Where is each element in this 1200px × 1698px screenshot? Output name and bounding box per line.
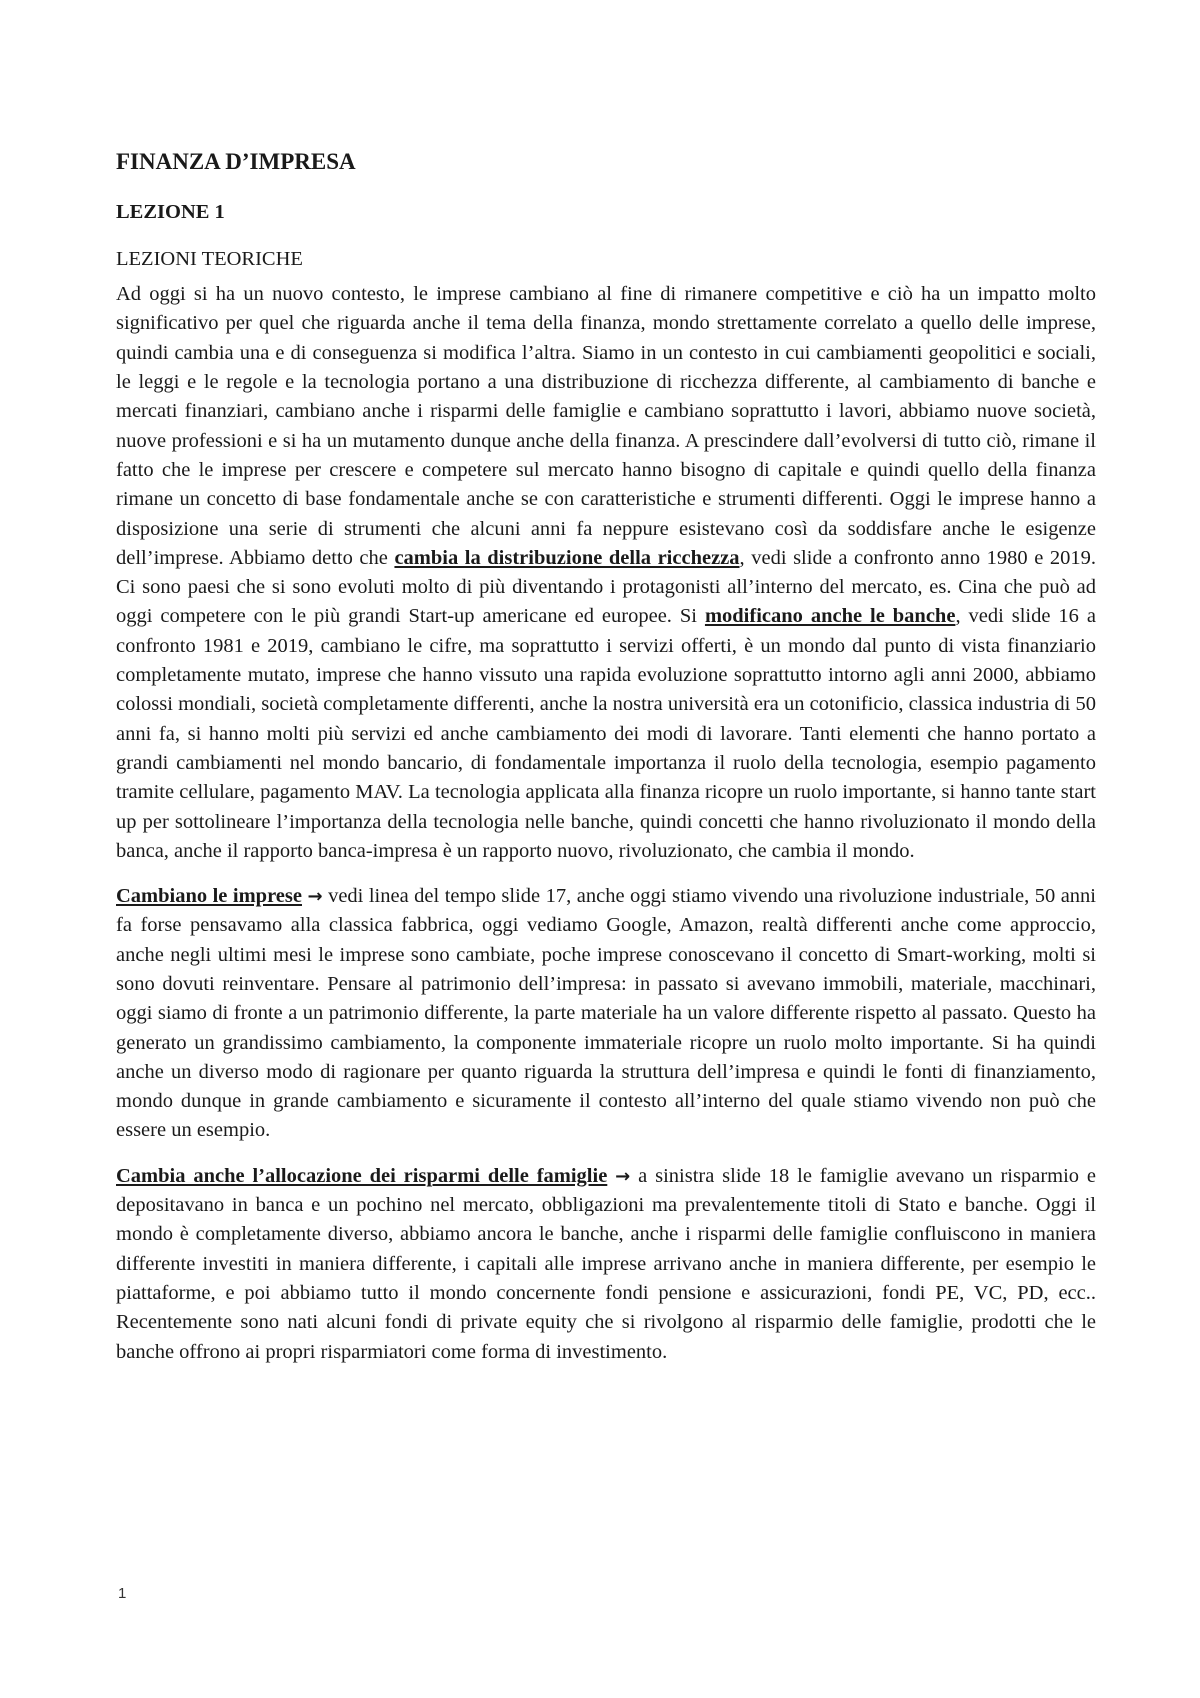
right-arrow-icon: → (615, 1165, 631, 1187)
right-arrow-icon: → (307, 886, 323, 908)
paragraph-text: a sinistra slide 18 le famiglie avevano un risparmio e depositavano in banca e un pochino nel mercato, obbligazioni ma prevalentemente titoli di Stato e banche. Oggi il mondo è completamente diverso, abbiamo ancora le banche, anche i risparmi delle famiglie confluiscono in maniera differente investiti in maniera differente, i capitali alle imprese arrivano anche in maniera differente, per esempio le piattaforme, e poi abbiamo tutto il mondo concernente fondi pensione e assicurazioni, fondi PE, VC, PD, ecc.. Recentemente sono nati alcuni fondi di private equity che si rivolgono al risparmio delle famiglie, prodotti che le banche offrono ai propri risparmiatori come forma di investimento. (116, 1164, 1097, 1363)
paragraph-text: Ad oggi si ha un nuovo contesto, le imprese cambiano al fine di rimanere competitive e ciò ha un impatto molto significativo per quel che riguarda anche il tema della finanza, mondo strettamente correlato a quello delle imprese, quindi cambia una e di conseguenza si modifica l’altra. Siamo in un contesto in cui cambiamenti geopolitici e sociali, le leggi e le regole e la tecnologia portano a una distribuzione di ricchezza differente, al cambiamento di banche e mercati finanziari, cambiano anche i risparmi delle famiglie e cambiano soprattutto i lavori, abbiamo nuove società, nuove professioni e si ha un mutamento dunque anche della finanza. A prescindere dall’evolversi di tutto ciò, rimane il fatto che le imprese per crescere e competere sul mercato hanno bisogno di capitale e quindi quello della finanza rimane un concetto di base fondamentale anche se con caratteristiche e strumenti differenti. Oggi le imprese hanno a disposizione una serie di strumenti che alcuni anni fa neppure esistevano così da soddisfare anche le esigenze dell’imprese. Abbiamo detto che (116, 283, 1096, 569)
paragraph-text: , vedi slide a confronto anno 1980 e 2019. Ci sono paesi che si sono evoluti molto di più diventando i protagonisti all’interno del mercato, es. Cina che può ad oggi competere con le più grandi Start-up americane ed europee. Si (116, 546, 1097, 628)
section-heading: LEZIONI TEORICHE (116, 247, 303, 270)
paragraph-text: , vedi slide 16 a confronto 1981 e 2019, cambiano le cifre, ma soprattutto i servizi offerti, è un mondo dal punto di vista finanziario completamente mutato, imprese che hanno vissuto una rapida evoluzione soprattutto intorno agli anni 2000, abbiamo colossi mondiali, società completamente differenti, anche la nostra università era un cotonificio, classica industria di 50 anni fa, si hanno molti più servizi ed anche cambiamento dei modi di lavorare. Tanti elementi che hanno portato a grandi cambiamenti nel mondo bancario, di fondamentale importanza il ruolo della tecnologia, esempio pagamento tramite cellulare, pagamento MAV. La tecnologia applicata alla finanza ricopre un ruolo importante, si hanno tante start up per sottolineare l’importanza della tecnologia nelle banche, quindi concetti che hanno rivoluzionato il mondo della banca, anche il rapporto banca-impresa è un rapporto nuovo, rivoluzionato, che cambia il mondo. (116, 605, 1096, 862)
highlight-allocazione-risparmi: Cambia anche l’allocazione dei risparmi delle famiglie (116, 1164, 608, 1187)
paragraph-risparmi (116, 1162, 1096, 1367)
paragraph-text: vedi linea del tempo slide 17, anche oggi stiamo vivendo una rivoluzione industriale, 50 anni fa forse pensavamo alla classica fabbrica, oggi vediamo Google, Amazon, realtà differenti anche come approccio, anche negli ultimi mesi le imprese sono cambiate, poche imprese conoscevano il concetto di Smart-working, molti si sono dovuti reinventare. Pensare al patrimonio dell’impresa: in passato si avevano immobili, materiale, macchinari, oggi siamo di fronte a un patrimonio differente, la parte materiale ha un valore differente rispetto al passato. Questo ha generato un grandissimo cambiamento, la componente immateriale ricopre un ruolo molto importante. Si ha quindi anche un diverso modo di ragionare per quanto riguarda la struttura dell’impresa e quindi le fonti di finanziamento, mondo dunque in grande cambiamento e sicuramente il contesto all’interno del quale stiamo vivendo non può che essere un esempio. (116, 885, 1097, 1142)
paragraph-context (116, 280, 1096, 866)
highlight-distribuzione-ricchezza: cambia la distribuzione della ricchezza (394, 546, 740, 569)
page-number: 1 (118, 1585, 127, 1602)
lesson-heading: LEZIONE 1 (116, 200, 225, 223)
document-title: FINANZA D’IMPRESA (116, 149, 356, 174)
page-content (116, 138, 1096, 1367)
highlight-modificano-banche: modificano anche le banche (704, 605, 956, 628)
highlight-cambiano-imprese: Cambiano le imprese (116, 885, 302, 908)
paragraph-imprese (116, 882, 1096, 1146)
